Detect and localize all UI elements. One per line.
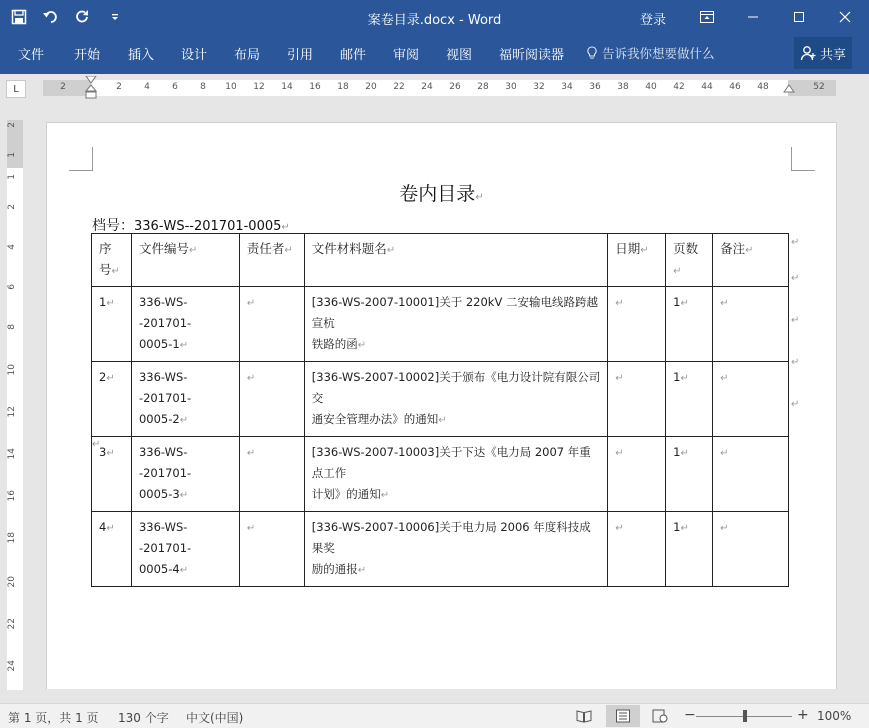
table-cell[interactable]: 4↵ <box>92 512 132 587</box>
zoom-out-icon[interactable]: − <box>684 707 696 723</box>
paragraph-mark: ↵ <box>475 192 484 203</box>
ruler-label: 2 <box>7 204 17 210</box>
table-cell[interactable]: 336-WS--201701- 0005-2↵ <box>131 362 239 437</box>
table-cell[interactable]: ↵ <box>713 362 789 437</box>
row-end-mark: ↵ <box>791 315 800 326</box>
ruler-label: 20 <box>7 576 17 588</box>
cell-text: 336-WS--201701- <box>138 445 192 480</box>
cell-text: 1 <box>673 295 681 309</box>
cell-text: 0005-2 <box>138 412 180 426</box>
ruler-label: 1 <box>7 174 17 180</box>
print-layout-icon <box>615 709 631 723</box>
ruler-label: 24 <box>421 82 433 92</box>
header-cell[interactable]: 责任者↵ <box>239 234 304 287</box>
tell-me-box[interactable] <box>586 44 715 62</box>
ruler-label: 42 <box>673 82 685 92</box>
header-cell[interactable]: 备注↵ <box>713 234 789 287</box>
document-canvas[interactable] <box>30 104 869 689</box>
table-cell[interactable]: ↵ <box>713 437 789 512</box>
tab-references[interactable]: 引用 <box>287 48 314 63</box>
table-cell[interactable]: 2↵ <box>92 362 132 437</box>
table-row <box>92 512 789 587</box>
table-cell[interactable]: 1↵ <box>666 437 713 512</box>
ruler-label: 1 <box>7 152 17 158</box>
cell-text: [336-WS-2007-10003]关于下达《电力局 2007 年重点工作 <box>311 445 591 480</box>
table-cell[interactable]: ↵ <box>239 437 304 512</box>
word-count[interactable]: 130 个字 <box>118 711 169 725</box>
ruler-label: 10 <box>225 82 237 92</box>
tab-file[interactable]: 文件 <box>18 48 45 63</box>
cell-text: 4 <box>99 520 107 534</box>
header-cell[interactable]: 页数↵ <box>666 234 713 287</box>
cell-text: 2 <box>99 370 107 384</box>
table-header-row <box>92 234 789 287</box>
ruler-label: 18 <box>337 82 349 92</box>
ruler-label: 8 <box>7 324 17 330</box>
cell-text: 1 <box>673 445 681 459</box>
zoom-level[interactable]: 100% <box>817 709 852 723</box>
row-end-mark: ↵ <box>791 237 800 248</box>
ruler-label: 12 <box>7 406 17 418</box>
row-end-mark: ↵ <box>791 357 800 368</box>
crop-mark <box>69 147 93 171</box>
header-label: 责任者 <box>246 241 285 256</box>
ruler-row <box>0 74 869 104</box>
ruler-label: 46 <box>729 82 741 92</box>
table-cell[interactable]: ↵ <box>713 287 789 362</box>
archive-number-value: 336-WS--201701-0005 <box>134 219 282 234</box>
cell-text: [336-WS-2007-10002]关于颁布《电力设计院有限公司交 <box>311 370 601 405</box>
share-button[interactable] <box>794 37 852 69</box>
ruler-label: 26 <box>449 82 461 92</box>
header-label: 序号 <box>99 241 112 277</box>
ruler-label: 20 <box>365 82 377 92</box>
cell-text: 励的通报 <box>311 562 358 576</box>
table-cell[interactable]: [336-WS-2007-10001]关于 220kV 二安输电线路跨越宣杭 铁路的函↵ <box>304 287 607 362</box>
title-bar <box>0 0 869 34</box>
cell-text: 铁路的函 <box>311 337 358 351</box>
web-layout-icon[interactable] <box>652 709 668 723</box>
ruler-label: 22 <box>7 618 17 630</box>
tab-insert[interactable]: 插入 <box>128 48 155 63</box>
document-title: 案卷目录.docx - Word <box>367 13 502 28</box>
tab-foxit-reader[interactable]: 福昕阅读器 <box>499 48 565 63</box>
ruler-label: 6 <box>7 284 17 290</box>
table-cell[interactable]: [336-WS-2007-10002]关于颁布《电力设计院有限公司交 通安全管理办法》的通知↵ <box>304 362 607 437</box>
cell-text: 0005-3 <box>138 487 180 501</box>
archive-number-label: 档号： <box>92 218 134 234</box>
ruler-label: 36 <box>589 82 601 92</box>
header-cell[interactable]: 文件材料题名↵ <box>304 234 607 287</box>
table-cell[interactable]: ↵ <box>608 512 666 587</box>
header-cell[interactable]: 日期↵ <box>608 234 666 287</box>
share-label: 共享 <box>819 47 846 63</box>
catalog-table[interactable] <box>91 233 789 587</box>
table-row <box>92 437 789 512</box>
table-cell[interactable]: ↵ <box>239 512 304 587</box>
ruler-label: 24 <box>7 660 17 672</box>
table-cell[interactable]: 1↵ <box>666 287 713 362</box>
cell-text: [336-WS-2007-10001]关于 220kV 二安输电线路跨越宣杭 <box>311 295 598 330</box>
cell-text: 通安全管理办法》的通知 <box>311 412 439 426</box>
cell-text: 0005-1 <box>138 337 180 351</box>
ruler-label: 48 <box>757 82 769 92</box>
ruler-label: 22 <box>393 82 405 92</box>
cell-text: 1 <box>673 520 681 534</box>
cell-text: 0005-4 <box>138 562 180 576</box>
tab-home[interactable]: 开始 <box>74 48 101 63</box>
heading-text: 卷内目录 <box>399 183 476 205</box>
tab-view[interactable]: 视图 <box>446 48 473 63</box>
cell-text: 336-WS--201701- <box>138 520 192 555</box>
table-cell[interactable]: 1↵ <box>92 287 132 362</box>
table-cell[interactable]: [336-WS-2007-10006]关于电力局 2006 年度科技成果奖 励的通报↵ <box>304 512 607 587</box>
cell-text: 计划》的通知 <box>311 487 381 501</box>
table-cell[interactable]: 336-WS--201701- 0005-1↵ <box>131 287 239 362</box>
cell-text: 1 <box>99 295 107 309</box>
ruler-label: 2 <box>7 122 17 128</box>
document-page[interactable] <box>46 122 837 689</box>
tab-selector[interactable]: L <box>6 80 26 98</box>
ruler-label: 6 <box>172 82 178 92</box>
ruler-label: 44 <box>701 82 713 92</box>
indent-marker-icon[interactable] <box>85 76 97 102</box>
language-indicator[interactable]: 中文(中国) <box>186 711 244 725</box>
table-row <box>92 287 789 362</box>
ruler-label: 14 <box>7 448 17 460</box>
table-cell[interactable]: ↵ <box>608 287 666 362</box>
table-cell[interactable]: ↵ <box>608 437 666 512</box>
lightbulb-icon <box>586 46 598 60</box>
header-label: 日期 <box>615 241 641 256</box>
ruler-label: 12 <box>253 82 265 92</box>
cell-text: 1 <box>673 370 681 384</box>
row-end-mark: ↵ <box>791 399 800 410</box>
ruler-label: 18 <box>7 532 17 544</box>
paragraph-mark: ↵ <box>281 222 290 233</box>
table-cell[interactable]: 1↵ <box>666 512 713 587</box>
table-cell[interactable]: [336-WS-2007-10003]关于下达《电力局 2007 年重点工作 计划》的通知↵ <box>304 437 607 512</box>
table-cell[interactable]: 3↵ <box>92 437 132 512</box>
header-label: 页数 <box>673 241 699 256</box>
table-cell[interactable]: 336-WS--201701- 0005-4↵ <box>131 512 239 587</box>
tell-me-label: 告诉我你想要做什么 <box>602 46 715 61</box>
ruler-label: 8 <box>200 82 206 92</box>
tab-design[interactable]: 设计 <box>181 48 208 63</box>
ruler-label: 52 <box>813 82 825 92</box>
ruler-label: 34 <box>561 82 573 92</box>
table-cell[interactable]: ↵ <box>239 287 304 362</box>
zoom-slider-thumb[interactable] <box>743 710 747 722</box>
ruler-label: 28 <box>477 82 489 92</box>
ruler-label: 32 <box>533 82 545 92</box>
status-bar <box>0 703 869 728</box>
ruler-label: 16 <box>309 82 321 92</box>
ruler-label: 10 <box>7 364 17 376</box>
close-icon[interactable] <box>822 0 868 34</box>
paragraph-mark: ↵ <box>92 439 101 450</box>
header-label: 备注 <box>720 241 746 256</box>
ruler-label: 14 <box>281 82 293 92</box>
header-label: 文件材料题名 <box>311 241 387 256</box>
maximize-icon[interactable] <box>776 0 822 34</box>
print-layout-button[interactable] <box>606 705 640 727</box>
person-icon <box>800 45 816 61</box>
table-cell[interactable]: ↵ <box>713 512 789 587</box>
read-mode-icon[interactable] <box>576 709 592 723</box>
tab-review[interactable]: 审阅 <box>393 48 420 63</box>
tab-layout[interactable]: 布局 <box>234 48 261 63</box>
ruler-label: 2 <box>60 82 66 92</box>
ruler-label: 4 <box>7 244 17 250</box>
ribbon-tab-bar <box>0 34 869 74</box>
table-cell[interactable]: ↵ <box>608 362 666 437</box>
header-label: 文件编号 <box>138 241 189 256</box>
zoom-in-icon[interactable]: + <box>797 707 809 723</box>
ruler-label: 4 <box>144 82 150 92</box>
table-row <box>92 362 789 437</box>
ruler-label: 2 <box>116 82 122 92</box>
cell-text: 336-WS--201701- <box>138 295 192 330</box>
vertical-ruler[interactable] <box>7 120 23 690</box>
ruler-label: 30 <box>505 82 517 92</box>
document-heading <box>47 179 836 206</box>
table-cell[interactable]: ↵ <box>239 362 304 437</box>
horizontal-ruler[interactable] <box>43 80 836 96</box>
ruler-label: 38 <box>617 82 629 92</box>
row-end-mark: ↵ <box>791 273 800 284</box>
ruler-label: 16 <box>7 490 17 502</box>
crop-mark <box>791 147 815 171</box>
cell-text: [336-WS-2007-10006]关于电力局 2006 年度科技成果奖 <box>311 520 591 555</box>
header-cell[interactable]: 序号↵ <box>92 234 132 287</box>
right-indent-marker-icon[interactable] <box>783 84 795 96</box>
ribbon-display-icon[interactable] <box>684 0 730 34</box>
cell-text: 3 <box>99 445 107 459</box>
table-cell[interactable]: 336-WS--201701- 0005-3↵ <box>131 437 239 512</box>
header-cell[interactable]: 文件编号↵ <box>131 234 239 287</box>
table-cell[interactable]: 1↵ <box>666 362 713 437</box>
cell-text: 336-WS--201701- <box>138 370 192 405</box>
page-count[interactable]: 第 1 页，共 1 页 <box>8 711 99 725</box>
minimize-icon[interactable] <box>730 0 776 34</box>
archive-number <box>92 215 290 235</box>
signin-link[interactable]: 登录 <box>640 13 667 28</box>
tab-mailings[interactable]: 邮件 <box>340 48 367 63</box>
ruler-label: 40 <box>645 82 657 92</box>
